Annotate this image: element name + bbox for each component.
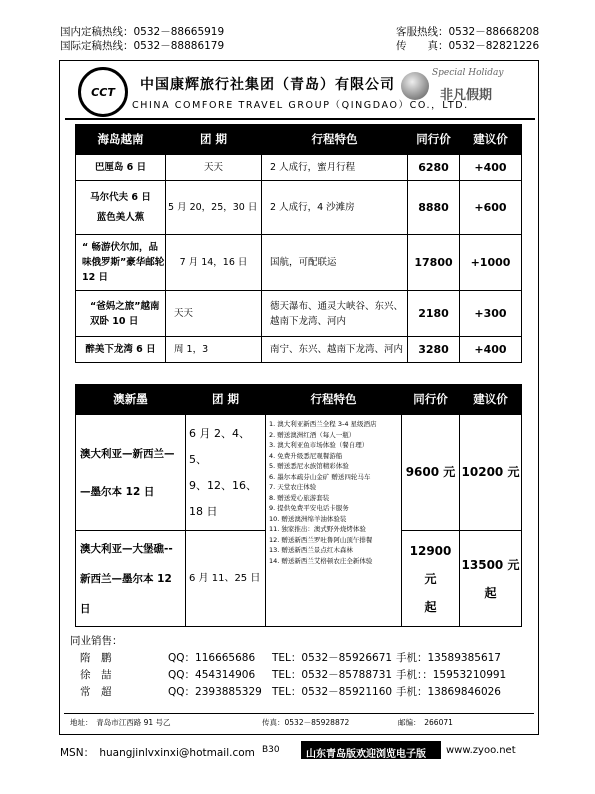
header-divider <box>65 118 535 120</box>
sales-qq: QQ：454314906 <box>168 669 256 681</box>
col-header: 同行价 <box>402 385 460 415</box>
island-vietnam-table <box>75 124 522 363</box>
dates-cell: 6 月 11、25 日 <box>186 531 266 627</box>
feature-cell: 德天瀑布、通灵大峡谷、东兴、越南下龙湾、河内 <box>262 291 408 337</box>
table-row <box>76 337 522 363</box>
sales-tel: TEL：0532－85921160 <box>272 686 393 698</box>
feature-cell: 2 人成行，4 沙滩房 <box>262 181 408 235</box>
feature-item: 11. 独家推出：澳式野外烧烤体验 <box>269 525 366 533</box>
banner-text: 山东青岛版欢迎浏览电子版 <box>306 749 426 760</box>
route-cell: “爸妈之旅”越南双卧 10 日 <box>76 291 166 337</box>
peer-price-cell: 8880 <box>408 181 460 235</box>
international-hotline: 国际定稿热线：0532－88886179 <box>60 40 225 52</box>
msn: MSN： huangjinlvxinxi@hotmail.com <box>60 747 255 759</box>
website-link[interactable]: www.zyoo.net <box>446 745 516 756</box>
suggest-price-cell: +300 <box>460 291 522 337</box>
table-row <box>76 291 522 337</box>
table-header <box>76 385 522 415</box>
feature-item: 2. 赠送澳洲红酒（每人一瓶） <box>269 430 356 439</box>
table-header <box>76 125 522 155</box>
company-name-cn: 中国康辉旅行社集团（青岛）有限公司 <box>140 77 395 93</box>
features-cell <box>266 415 402 627</box>
sales-mobile: 手机：13589385617 <box>396 652 501 664</box>
logo-text: CCT <box>91 86 115 99</box>
sales-title: 同业销售： <box>70 635 123 647</box>
col-header: 海岛越南 <box>76 125 166 155</box>
company-name-en: CHINA COMFORE TRAVEL GROUP（QINGDAO）CO.，LTD. <box>132 100 469 111</box>
feature-item: 1. 澳大利亚新西兰全程 3-4 星级酒店 <box>269 420 377 428</box>
sales-tel: TEL：0532－85926671 <box>272 652 393 664</box>
peer-price-cell: 9600 元 <box>402 415 460 531</box>
table-row <box>76 181 522 235</box>
feature-item: 12. 赠送新西兰罗吐鲁阿山顶午排餐 <box>269 535 373 544</box>
postcode: 邮编： 266071 <box>398 718 453 727</box>
sales-name: 徐 喆 <box>80 669 112 681</box>
address: 地址： 青岛市江西路 91 号乙 <box>70 718 171 727</box>
sales-mobile: 手机：：15953210991 <box>396 669 507 681</box>
sales-qq: QQ：2393885329 <box>168 686 262 698</box>
peer-price-cell: 17800 <box>408 235 460 291</box>
peer-price-cell: 2180 <box>408 291 460 337</box>
aus-nz-table <box>75 384 522 627</box>
suggest-price-cell: +400 <box>460 155 522 181</box>
sales-name: 隋 鹏 <box>80 652 112 664</box>
globe-icon <box>401 72 429 100</box>
feature-item: 8. 赠送爱心旅游套装 <box>269 493 330 502</box>
col-header: 行程特色 <box>262 125 408 155</box>
peer-price-cell: 12900 元 起 <box>402 531 460 627</box>
sales-qq: QQ：116665686 <box>168 652 256 664</box>
dates-cell: 天天 <box>166 291 262 337</box>
feature-cell: 南宁、东兴、越南下龙湾、河内 <box>262 337 408 363</box>
route-cell: 马尔代夫 6 日 蓝色美人蕉 <box>76 181 166 235</box>
dates-cell: 7 月 14，16 日 <box>166 235 262 291</box>
fax-hotline: 传 真：0532－82821226 <box>396 40 540 52</box>
route-cell: “ 畅游伏尔加，品味俄罗斯”豪华邮轮 12 日 <box>76 235 166 291</box>
feature-item: 13. 赠送新西兰景点红木森林 <box>269 546 353 554</box>
table-row <box>76 415 522 531</box>
brand-name-en: Special Holiday <box>432 68 504 78</box>
domestic-hotline: 国内定稿热线：0532－88665919 <box>60 26 225 38</box>
col-header: 同行价 <box>408 125 460 155</box>
cct-logo-icon <box>78 67 128 117</box>
col-header: 建议价 <box>460 385 522 415</box>
col-header: 建议价 <box>460 125 522 155</box>
peer-price-cell: 6280 <box>408 155 460 181</box>
feature-list <box>266 419 401 566</box>
footer-divider <box>64 713 534 714</box>
table-row <box>76 155 522 181</box>
sales-name: 常 超 <box>80 686 112 698</box>
footer-fax: 传真：0532－85928872 <box>262 718 350 727</box>
table-row <box>76 235 522 291</box>
feature-cell: 2 人成行，蜜月行程 <box>262 155 408 181</box>
feature-item: 3. 澳大利亚鱼市场体验（餐自理） <box>269 441 369 449</box>
feature-item: 6. 墨尔本疏芬山金矿 赠送四轮马车 <box>269 472 371 481</box>
col-header: 行程特色 <box>266 385 402 415</box>
dates-cell: 6 月 2、4、5、 9、12、16、 18 日 <box>186 415 266 531</box>
brand-name-cn: 非凡假期 <box>440 88 493 103</box>
dates-cell: 周 1，3 <box>166 337 262 363</box>
sales-tel: TEL：0532－85788731 <box>272 669 393 681</box>
sales-mobile: 手机：13869846026 <box>396 686 501 698</box>
suggest-price-cell: +1000 <box>460 235 522 291</box>
feature-item: 5. 赠送悉尼水族馆精彩体验 <box>269 462 349 470</box>
route-cell: 醉美下龙湾 6 日 <box>76 337 166 363</box>
feature-item: 4. 免费升级悉尼观餐游船 <box>269 451 343 460</box>
suggest-price-cell: +400 <box>460 337 522 363</box>
col-header: 团 期 <box>186 385 266 415</box>
page-number: B30 <box>262 745 280 755</box>
feature-cell: 国航，可配联运 <box>262 235 408 291</box>
route-cell: 巴厘岛 6 日 <box>76 155 166 181</box>
suggest-price-cell: 13500 元 起 <box>460 531 522 627</box>
suggest-price-cell: 10200 元 <box>460 415 522 531</box>
col-header: 团 期 <box>166 125 262 155</box>
route-cell: 澳大利亚—新西兰— —墨尔本 12 日 <box>76 415 186 531</box>
feature-item: 7. 天堂农庄体验 <box>269 483 317 491</box>
feature-item: 9. 提供免费平安电话卡服务 <box>269 504 349 512</box>
dates-cell: 天天 <box>166 155 262 181</box>
route-cell: 澳大利亚—大堡礁-- 新西兰—墨尔本 12 日 <box>76 531 186 627</box>
peer-price-cell: 3280 <box>408 337 460 363</box>
dates-cell: 5 月 20，25，30 日 <box>166 181 262 235</box>
suggest-price-cell: +600 <box>460 181 522 235</box>
feature-item: 10. 赠送澳洲绵羊油体验装 <box>269 514 347 523</box>
customer-hotline: 客服热线：0532－88668208 <box>396 26 540 38</box>
feature-item: 14. 赠送新西兰艾格顿农庄全新体验 <box>269 556 373 565</box>
col-header: 澳新墨 <box>76 385 186 415</box>
